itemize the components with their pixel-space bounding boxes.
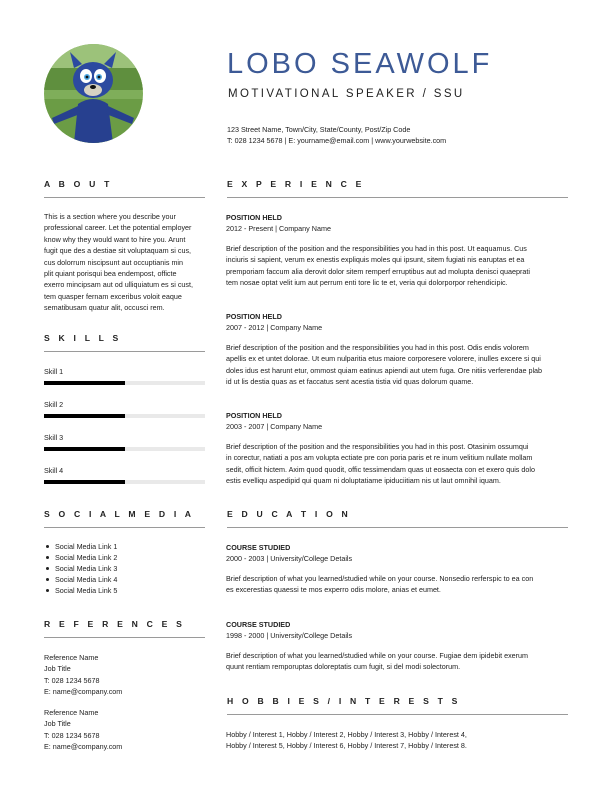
course-dates: 2000 - 2003 | University/College Details bbox=[226, 554, 353, 564]
experience-divider bbox=[227, 197, 568, 198]
position-dates: 2003 - 2007 | Company Name bbox=[226, 422, 323, 432]
position-title: POSITION HELD bbox=[226, 312, 282, 321]
course-title: COURSE STUDIED bbox=[226, 543, 291, 552]
position-dates: 2007 - 2012 | Company Name bbox=[226, 323, 323, 333]
skills-divider bbox=[44, 351, 205, 352]
skill-bar-fill bbox=[44, 447, 125, 451]
position-description: Brief description of the position and the responsibilities you had in this post. Ut eaquamus. Cus inciuris si sapient, verum ex enestis expliquis moles qui ipsunt, sitem fugiati nis earuptas et ea premporiam faccum alia derovit dolor sitem remperf erruptibus aut ad molupta denisci quaeprati tem nosae optat velit ium aut perrum enti tore lic te et, veria qui dolorporpor rehendicipic. bbox=[226, 243, 531, 288]
skill-bar bbox=[44, 414, 205, 418]
skill-bar bbox=[44, 381, 205, 385]
social-divider bbox=[44, 527, 205, 528]
skill-bar-fill bbox=[44, 381, 125, 385]
skill-label: Skill 1 bbox=[44, 367, 64, 376]
reference-name: Reference Name bbox=[44, 653, 99, 662]
hobbies-divider bbox=[227, 714, 568, 715]
reference-entry bbox=[44, 652, 122, 698]
reference-email: E: name@company.com bbox=[44, 742, 123, 752]
profile-photo bbox=[44, 44, 143, 143]
experience-heading: E X P E R I E N C E bbox=[227, 179, 365, 189]
social-links-list bbox=[44, 541, 117, 596]
position-description: Brief description of the position and the responsibilities you had in this post. Odis endis volorem apellis ex et untet dolorae. Ut eum nulparitia etus maiore corporesere volorere, inulles excere si qui doles idus est harunt etur, ommost quiam eatinus apiendi aut utem fuga. Ore nitiis verferendae plab id ut lis destia quas as et faccatus sent acestia tistia vid quas dolorum quame. bbox=[226, 342, 543, 387]
education-divider bbox=[227, 527, 568, 528]
course-description: Brief description of what you learned/studied while on your course. Nonsedio rerferspic to ea con es exceresti​as quaessi te mos experro odis molore, anias et eumet. bbox=[226, 573, 534, 595]
social-heading: S O C I A L M E D I A bbox=[44, 509, 195, 519]
reference-phone: T: 028 1234 5678 bbox=[44, 730, 100, 740]
position-title: POSITION HELD bbox=[226, 411, 282, 420]
skill-label: Skill 3 bbox=[44, 433, 64, 442]
candidate-title: MOTIVATIONAL SPEAKER / SSU bbox=[228, 88, 465, 100]
position-dates: 2012 - Present | Company Name bbox=[226, 224, 331, 234]
experience-entry bbox=[226, 212, 572, 288]
skill-bar-fill bbox=[44, 414, 125, 418]
education-entry bbox=[226, 542, 572, 596]
hobbies-text: Hobby / Interest 1, Hobby / Interest 2, Hobby / Interest 3, Hobby / Interest 4, Hobby / Interest 5, Hobby / Interest 6, Hobby / Interest 7, Hobby / Interest 8. bbox=[226, 730, 467, 751]
course-title: COURSE STUDIED bbox=[226, 620, 291, 629]
skill-bar bbox=[44, 480, 205, 484]
skill-bar-fill bbox=[44, 480, 125, 484]
about-heading: A B O U T bbox=[44, 179, 113, 189]
about-text: This is a section where you describe your professional career. Let the potential employer know why they would want to hire you. Arunt fugit que des a destiae sit voluptaquam si cus, cus dolorrum niscipsunt aut occuptianis min plit quiant porisqui bea endempost, officte exerro mincipsam aut od ulliquiatum es si cust, tem quasper fernam exceribus voloit eaque sematibusam quatur alit, occusci rem. bbox=[44, 212, 194, 313]
skills-heading: S K I L L S bbox=[44, 333, 122, 343]
skill-label: Skill 4 bbox=[44, 466, 64, 475]
reference-phone: T: 028 1234 5678 bbox=[44, 675, 100, 685]
contact-details: T: 028 1234 5678 | E: yourname@email.com | www.yourwebsite.com bbox=[227, 136, 447, 145]
references-divider bbox=[44, 637, 205, 638]
references-heading: R E F E R E N C E S bbox=[44, 619, 186, 629]
social-link[interactable]: Social Media Link 3 bbox=[44, 563, 117, 574]
reference-title: Job Title bbox=[44, 719, 71, 729]
education-entry bbox=[226, 619, 572, 673]
education-heading: E D U C A T I O N bbox=[227, 509, 351, 519]
course-description: Brief description of what you learned/studied while on your course. Fugiae dem ipidebit exerum quunt rentiam remporuptas doloreptatis cum fugit, si del modi solectorum. bbox=[226, 650, 529, 672]
experience-entry bbox=[226, 311, 572, 387]
reference-email: E: name@company.com bbox=[44, 687, 123, 697]
position-title: POSITION HELD bbox=[226, 213, 282, 222]
experience-entry bbox=[226, 410, 572, 486]
social-link[interactable]: Social Media Link 2 bbox=[44, 552, 117, 563]
reference-title: Job Title bbox=[44, 664, 71, 674]
position-description: Brief description of the position and the responsibilities you had in this post. Otasinim ossumqui in corectur, natiati a pos am volupta ectiate pre con poria paris et re inum velitium nullate mollam sedit, officit hictem. Axim quod quodit, offic tessimendam quas ut eosaecta con et exero quis dolo estis evelliqu aspedipid qui quam ni doluptatiame ipiduciitiam nis ut laut omnihil iquam. bbox=[226, 441, 535, 486]
skill-bar bbox=[44, 447, 205, 451]
course-dates: 1998 - 2000 | University/College Details bbox=[226, 631, 353, 641]
reference-name: Reference Name bbox=[44, 708, 99, 717]
social-link[interactable]: Social Media Link 1 bbox=[44, 541, 117, 552]
about-divider bbox=[44, 197, 205, 198]
contact-address: 123 Street Name, Town/City, State/County, Post/Zip Code bbox=[227, 125, 411, 134]
social-link[interactable]: Social Media Link 5 bbox=[44, 585, 117, 596]
skill-label: Skill 2 bbox=[44, 400, 64, 409]
candidate-name: LOBO SEAWOLF bbox=[227, 48, 493, 80]
reference-entry bbox=[44, 707, 122, 753]
social-link[interactable]: Social Media Link 4 bbox=[44, 574, 117, 585]
hobbies-heading: H O B B I E S / I N T E R E S T S bbox=[227, 696, 461, 706]
